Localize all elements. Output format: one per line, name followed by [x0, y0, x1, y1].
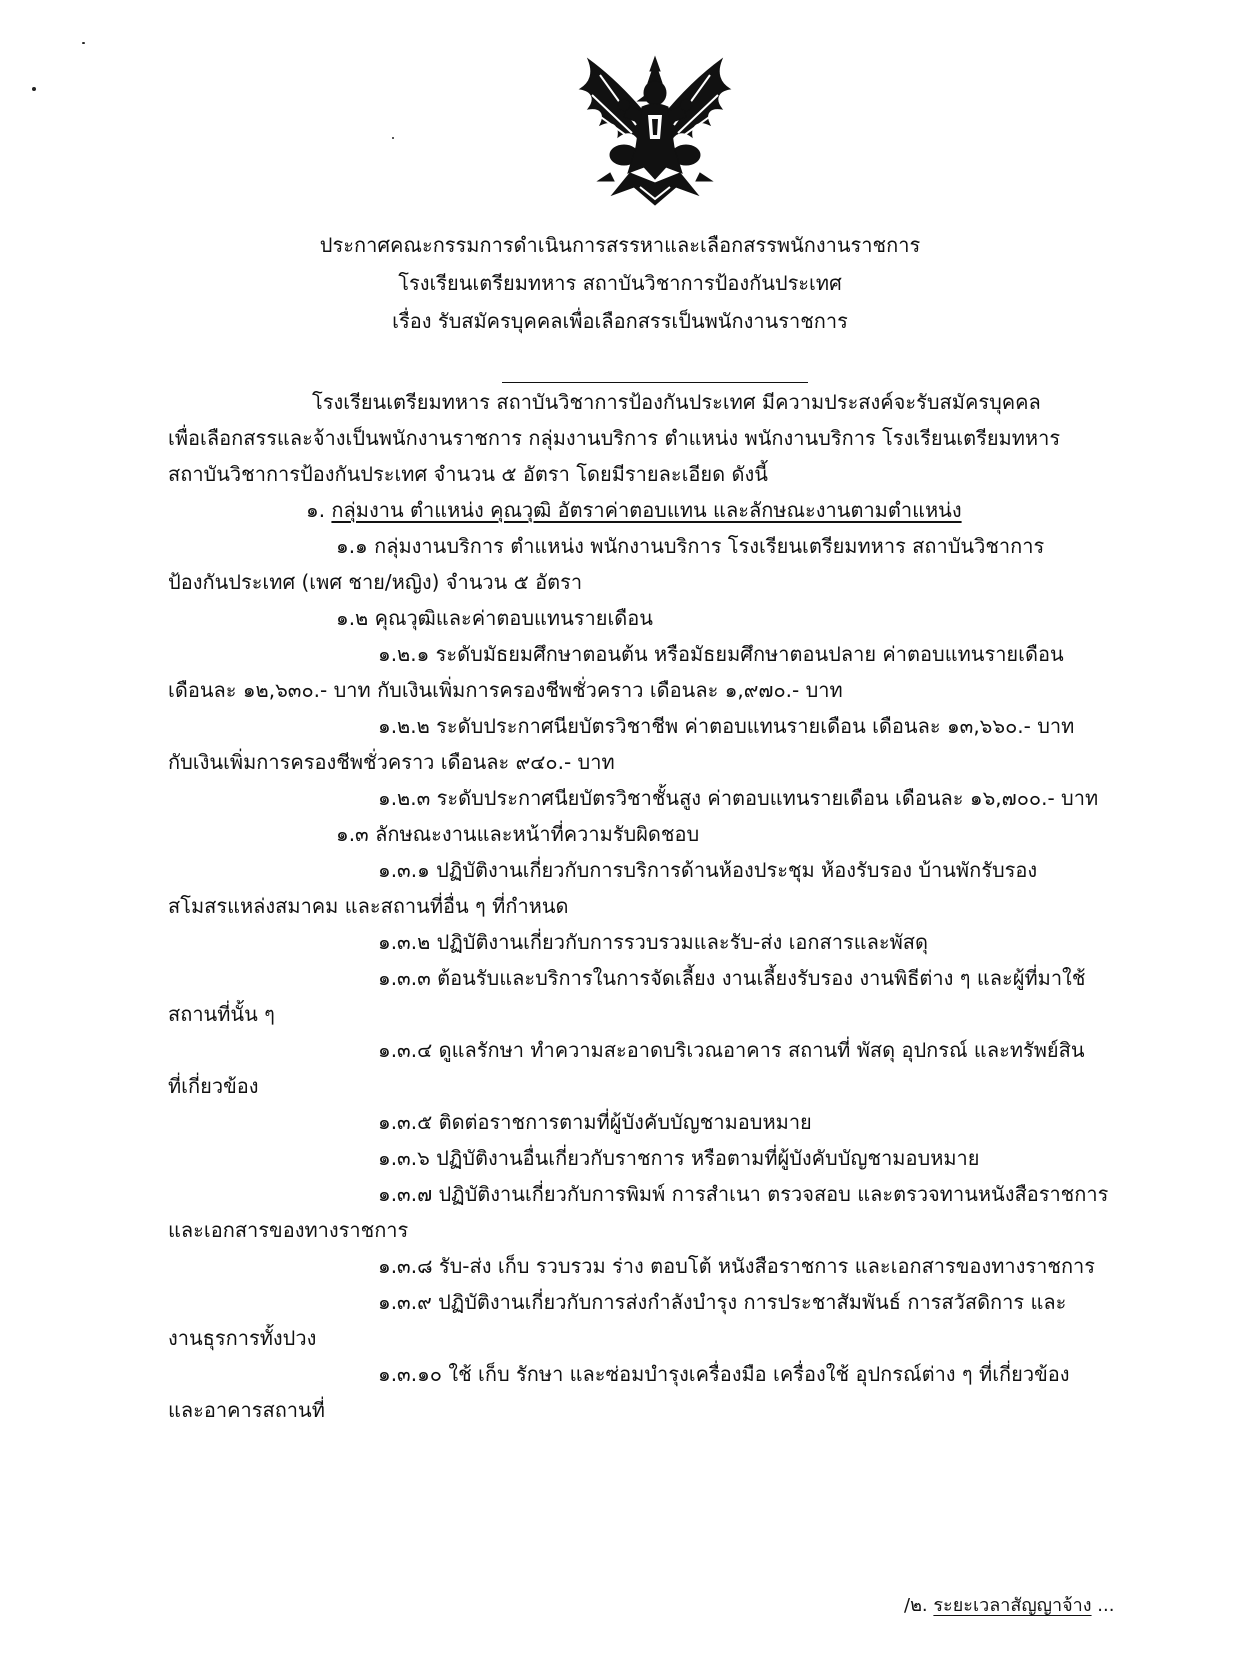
item-1-3-4-line-2: ที่เกี่ยวข้อง	[168, 1074, 259, 1098]
section-1-title: กลุ่มงาน ตำแหน่ง คุณวุฒิ อัตราค่าตอบแทน และลักษณะงานตามตำแหน่ง	[331, 498, 962, 522]
item-1-3-9-line-1: ๑.๓.๙ ปฏิบัติงานเกี่ยวกับการส่งกำลังบำรุง การประชาสัมพันธ์ การสวัสดิการ และ	[378, 1290, 1067, 1314]
next-page-heading: ระยะเวลาสัญญาจ้าง	[933, 1595, 1092, 1616]
item-1-3-3-line-1: ๑.๓.๓ ต้อนรับและบริการในการจัดเลี้ยง งานเลี้ยงรับรอง งานพิธีต่าง ๆ และผู้ที่มาใช้	[378, 966, 1086, 990]
item-1-3-10-line-1: ๑.๓.๑๐ ใช้ เก็บ รักษา และซ่อมบำรุงเครื่องมือ เครื่องใช้ อุปกรณ์ต่าง ๆ ที่เกี่ยวข้อง	[378, 1362, 1070, 1386]
item-1-1-line-2: ป้องกันประเทศ (เพศ ชาย/หญิง) จำนวน ๕ อัตรา	[168, 570, 583, 594]
item-1-3-4-line-1: ๑.๓.๔ ดูแลรักษา ทำความสะอาดบริเวณอาคาร สถานที่ พัสดุ อุปกรณ์ และทรัพย์สิน	[378, 1038, 1085, 1062]
scan-speck	[32, 87, 36, 91]
announcement-subject: เรื่อง รับสมัครบุคคลเพื่อเลือกสรรเป็นพนักงานราชการ	[392, 309, 848, 333]
item-1-2-2-line-2: กับเงินเพิ่มการครองชีพชั่วคราว เดือนละ ๙๔๐.- บาท	[168, 750, 615, 774]
item-1-2-3-line-1: ๑.๒.๓ ระดับประกาศนียบัตรวิชาชั้นสูง ค่าตอบแทนรายเดือน เดือนละ ๑๖,๗๐๐.- บาท	[378, 786, 1099, 810]
item-1-3-10-line-2: และอาคารสถานที่	[168, 1398, 325, 1422]
section-1-number: ๑.	[306, 498, 326, 522]
item-1-3-1-line-1: ๑.๓.๑ ปฏิบัติงานเกี่ยวกับการบริการด้านห้องประชุม ห้องรับรอง บ้านพักรับรอง	[378, 858, 1038, 882]
announcement-school: โรงเรียนเตรียมทหาร สถาบันวิชาการป้องกันประเทศ	[398, 271, 842, 295]
item-1-3-2-line-1: ๑.๓.๒ ปฏิบัติงานเกี่ยวกับการรวบรวมและรับ-ส่ง เอกสารและพัสดุ	[378, 930, 928, 954]
announcement-title: ประกาศคณะกรรมการดำเนินการสรรหาและเลือกสรรพนักงานราชการ	[319, 233, 921, 257]
item-1-3-6-line-1: ๑.๓.๖ ปฏิบัติงานอื่นเกี่ยวกับราชการ หรือตามที่ผู้บังคับบัญชามอบหมาย	[378, 1146, 980, 1170]
item-1-3-3-line-2: สถานที่นั้น ๆ	[168, 1002, 275, 1026]
next-page-ellipsis: ...	[1097, 1595, 1115, 1616]
item-1-3-7-line-2: และเอกสารของทางราชการ	[168, 1218, 409, 1242]
intro-line-3: สถาบันวิชาการป้องกันประเทศ จำนวน ๕ อัตรา โดยมีรายละเอียด ดังนี้	[168, 462, 768, 486]
scan-speck	[392, 137, 394, 139]
intro-line-1: โรงเรียนเตรียมทหาร สถาบันวิชาการป้องกันประเทศ มีความประสงค์จะรับสมัครบุคคล	[312, 390, 1041, 414]
item-1-3-8-line-1: ๑.๓.๘ รับ-ส่ง เก็บ รวบรวม ร่าง ตอบโต้ หนังสือราชการ และเอกสารของทางราชการ	[378, 1254, 1096, 1278]
item-1-2-1-line-1: ๑.๒.๑ ระดับมัธยมศึกษาตอนต้น หรือมัธยมศึกษาตอนปลาย ค่าตอบแทนรายเดือน	[378, 642, 1064, 666]
item-1-1-line-1: ๑.๑ กลุ่มงานบริการ ตำแหน่ง พนักงานบริการ โรงเรียนเตรียมทหาร สถาบันวิชาการ	[336, 534, 1045, 558]
section-1-heading	[306, 498, 962, 522]
next-page-marker	[904, 1590, 1114, 1619]
item-1-3-7-line-1: ๑.๓.๗ ปฏิบัติงานเกี่ยวกับการพิมพ์ การสำเนา ตรวจสอบ และตรวจทานหนังสือราชการ	[378, 1182, 1109, 1206]
item-1-3-9-line-2: งานธุรการทั้งปวง	[168, 1326, 317, 1350]
garuda-emblem-icon	[570, 55, 740, 210]
scan-speck	[82, 42, 85, 44]
item-1-3-5-line-1: ๑.๓.๕ ติดต่อราชการตามที่ผู้บังคับบัญชามอบหมาย	[378, 1110, 812, 1134]
item-1-2-1-line-2: เดือนละ ๑๒,๖๓๐.- บาท กับเงินเพิ่มการครองชีพชั่วคราว เดือนละ ๑,๙๗๐.- บาท	[168, 678, 843, 702]
item-1-3-1-line-2: สโมสรแหล่งสมาคม และสถานที่อื่น ๆ ที่กำหนด	[168, 894, 569, 918]
item-1-2-title: ๑.๒ คุณวุฒิและค่าตอบแทนรายเดือน	[336, 606, 653, 630]
item-1-2-2-line-1: ๑.๒.๒ ระดับประกาศนียบัตรวิชาชีพ ค่าตอบแทนรายเดือน เดือนละ ๑๓,๖๖๐.- บาท	[378, 714, 1075, 738]
intro-line-2: เพื่อเลือกสรรและจ้างเป็นพนักงานราชการ กลุ่มงานบริการ ตำแหน่ง พนักงานบริการ โรงเรียนเตรียมทหาร	[168, 426, 1061, 450]
item-1-3-title: ๑.๓ ลักษณะงานและหน้าที่ความรับผิดชอบ	[336, 822, 700, 846]
next-page-prefix: /๒.	[904, 1595, 928, 1616]
header-divider	[502, 382, 808, 383]
